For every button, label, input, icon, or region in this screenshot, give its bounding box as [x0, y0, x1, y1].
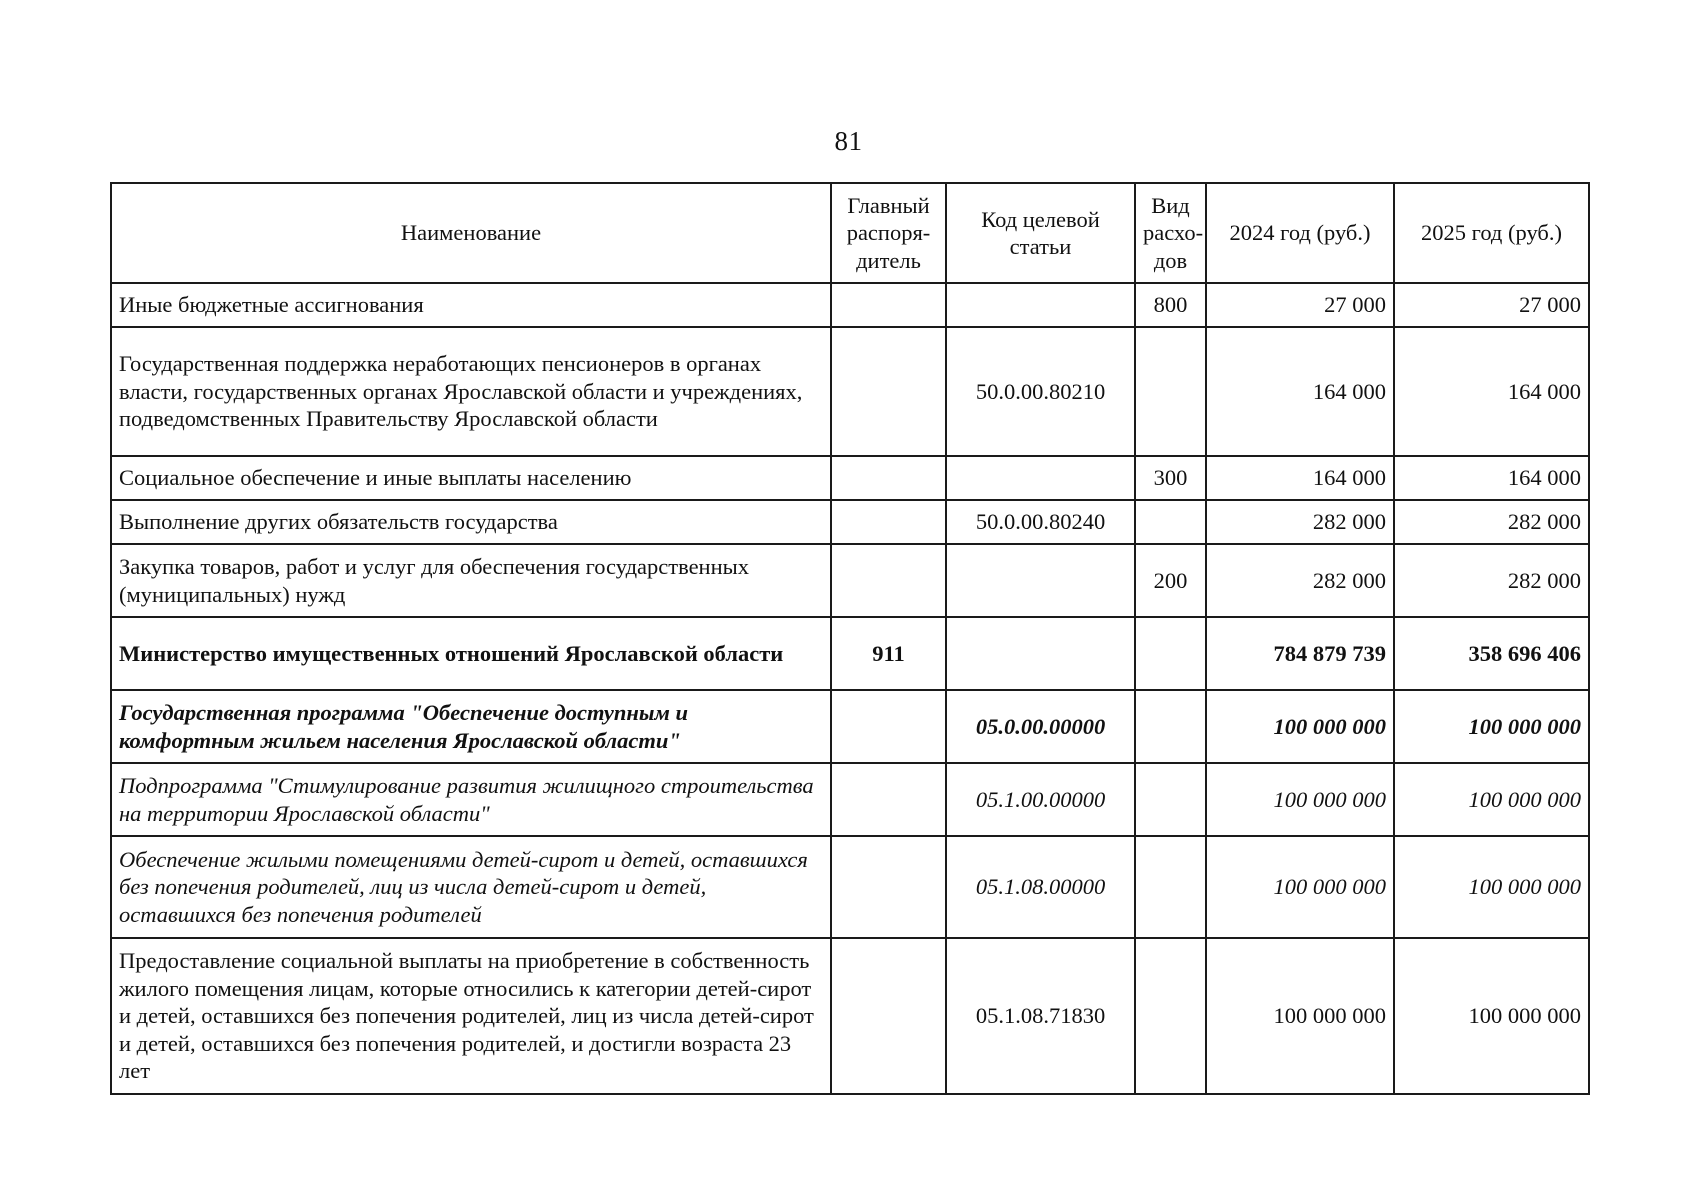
row-kod	[946, 283, 1135, 327]
budget-table	[110, 182, 1590, 1095]
table-row	[111, 327, 1589, 456]
row-name: Выполнение других обязательств государства	[111, 500, 831, 544]
row-name: Иные бюджетные ассигнования	[111, 283, 831, 327]
header-kod: Код целевой статьи	[946, 183, 1135, 283]
row-vid	[1135, 500, 1206, 544]
header-2025: 2025 год (руб.)	[1394, 183, 1589, 283]
row-glav	[831, 763, 946, 836]
table-row	[111, 283, 1589, 327]
row-glav	[831, 283, 946, 327]
row-2025: 100 000 000	[1394, 938, 1589, 1094]
row-2025: 100 000 000	[1394, 690, 1589, 763]
row-2024: 27 000	[1206, 283, 1394, 327]
header-vid: Вид расхо-дов	[1135, 183, 1206, 283]
row-name: Обеспечение жилыми помещениями детей-сирот и детей, оставшихся без попечения родителей, лиц из числа детей-сирот и детей, оставшихся без попечения родителей	[111, 836, 831, 938]
table-row	[111, 690, 1589, 763]
row-glav	[831, 456, 946, 500]
table-row	[111, 938, 1589, 1094]
row-vid	[1135, 690, 1206, 763]
row-kod	[946, 456, 1135, 500]
row-vid	[1135, 617, 1206, 690]
row-glav: 911	[831, 617, 946, 690]
header-name: Наименование	[111, 183, 831, 283]
row-2024: 100 000 000	[1206, 690, 1394, 763]
row-vid	[1135, 763, 1206, 836]
table-row	[111, 456, 1589, 500]
row-kod	[946, 544, 1135, 617]
row-2024: 282 000	[1206, 544, 1394, 617]
row-vid: 200	[1135, 544, 1206, 617]
page-number: 81	[834, 126, 863, 156]
row-2025: 27 000	[1394, 283, 1589, 327]
row-name: Государственная программа "Обеспечение доступным и комфортным жильем населения Ярославской области"	[111, 690, 831, 763]
row-2024: 100 000 000	[1206, 938, 1394, 1094]
row-name: Министерство имущественных отношений Ярославской области	[111, 617, 831, 690]
row-vid	[1135, 836, 1206, 938]
row-2024: 164 000	[1206, 456, 1394, 500]
row-2024: 164 000	[1206, 327, 1394, 456]
row-kod: 50.0.00.80240	[946, 500, 1135, 544]
row-name: Предоставление социальной выплаты на приобретение в собственность жилого помещения лицам, которые относились к категории детей-сирот и детей, оставшихся без попечения родителей, лиц из числа детей-сирот и детей, оставшихся без попечения родителей, и достигли возраста 23 лет	[111, 938, 831, 1094]
row-name: Социальное обеспечение и иные выплаты населению	[111, 456, 831, 500]
row-glav	[831, 500, 946, 544]
row-2025: 100 000 000	[1394, 763, 1589, 836]
row-2025: 282 000	[1394, 500, 1589, 544]
row-kod: 05.1.08.00000	[946, 836, 1135, 938]
table-row	[111, 500, 1589, 544]
row-glav	[831, 327, 946, 456]
row-kod	[946, 617, 1135, 690]
row-glav	[831, 836, 946, 938]
row-2024: 784 879 739	[1206, 617, 1394, 690]
header-2024: 2024 год (руб.)	[1206, 183, 1394, 283]
row-kod: 05.0.00.00000	[946, 690, 1135, 763]
row-name: Подпрограмма "Стимулирование развития жилищного строительства на территории Ярославской области"	[111, 763, 831, 836]
row-kod: 05.1.08.71830	[946, 938, 1135, 1094]
table-row	[111, 763, 1589, 836]
row-2024: 100 000 000	[1206, 836, 1394, 938]
row-kod: 50.0.00.80210	[946, 327, 1135, 456]
row-vid: 300	[1135, 456, 1206, 500]
row-2025: 164 000	[1394, 327, 1589, 456]
row-name: Государственная поддержка неработающих пенсионеров в органах власти, государственных органах Ярославской области и учреждениях, подведомственных Правительству Ярославской области	[111, 327, 831, 456]
row-2025: 164 000	[1394, 456, 1589, 500]
row-vid	[1135, 938, 1206, 1094]
row-vid	[1135, 327, 1206, 456]
table-row	[111, 617, 1589, 690]
table-row	[111, 836, 1589, 938]
row-kod: 05.1.00.00000	[946, 763, 1135, 836]
row-glav	[831, 938, 946, 1094]
row-2025: 100 000 000	[1394, 836, 1589, 938]
row-vid: 800	[1135, 283, 1206, 327]
table-header-row	[111, 183, 1589, 283]
row-name: Закупка товаров, работ и услуг для обеспечения государственных (муниципальных) нужд	[111, 544, 831, 617]
row-glav	[831, 544, 946, 617]
row-2024: 282 000	[1206, 500, 1394, 544]
row-2025: 282 000	[1394, 544, 1589, 617]
table-row	[111, 544, 1589, 617]
row-2024: 100 000 000	[1206, 763, 1394, 836]
row-glav	[831, 690, 946, 763]
header-glav: Главный распоря-дитель	[831, 183, 946, 283]
row-2025: 358 696 406	[1394, 617, 1589, 690]
